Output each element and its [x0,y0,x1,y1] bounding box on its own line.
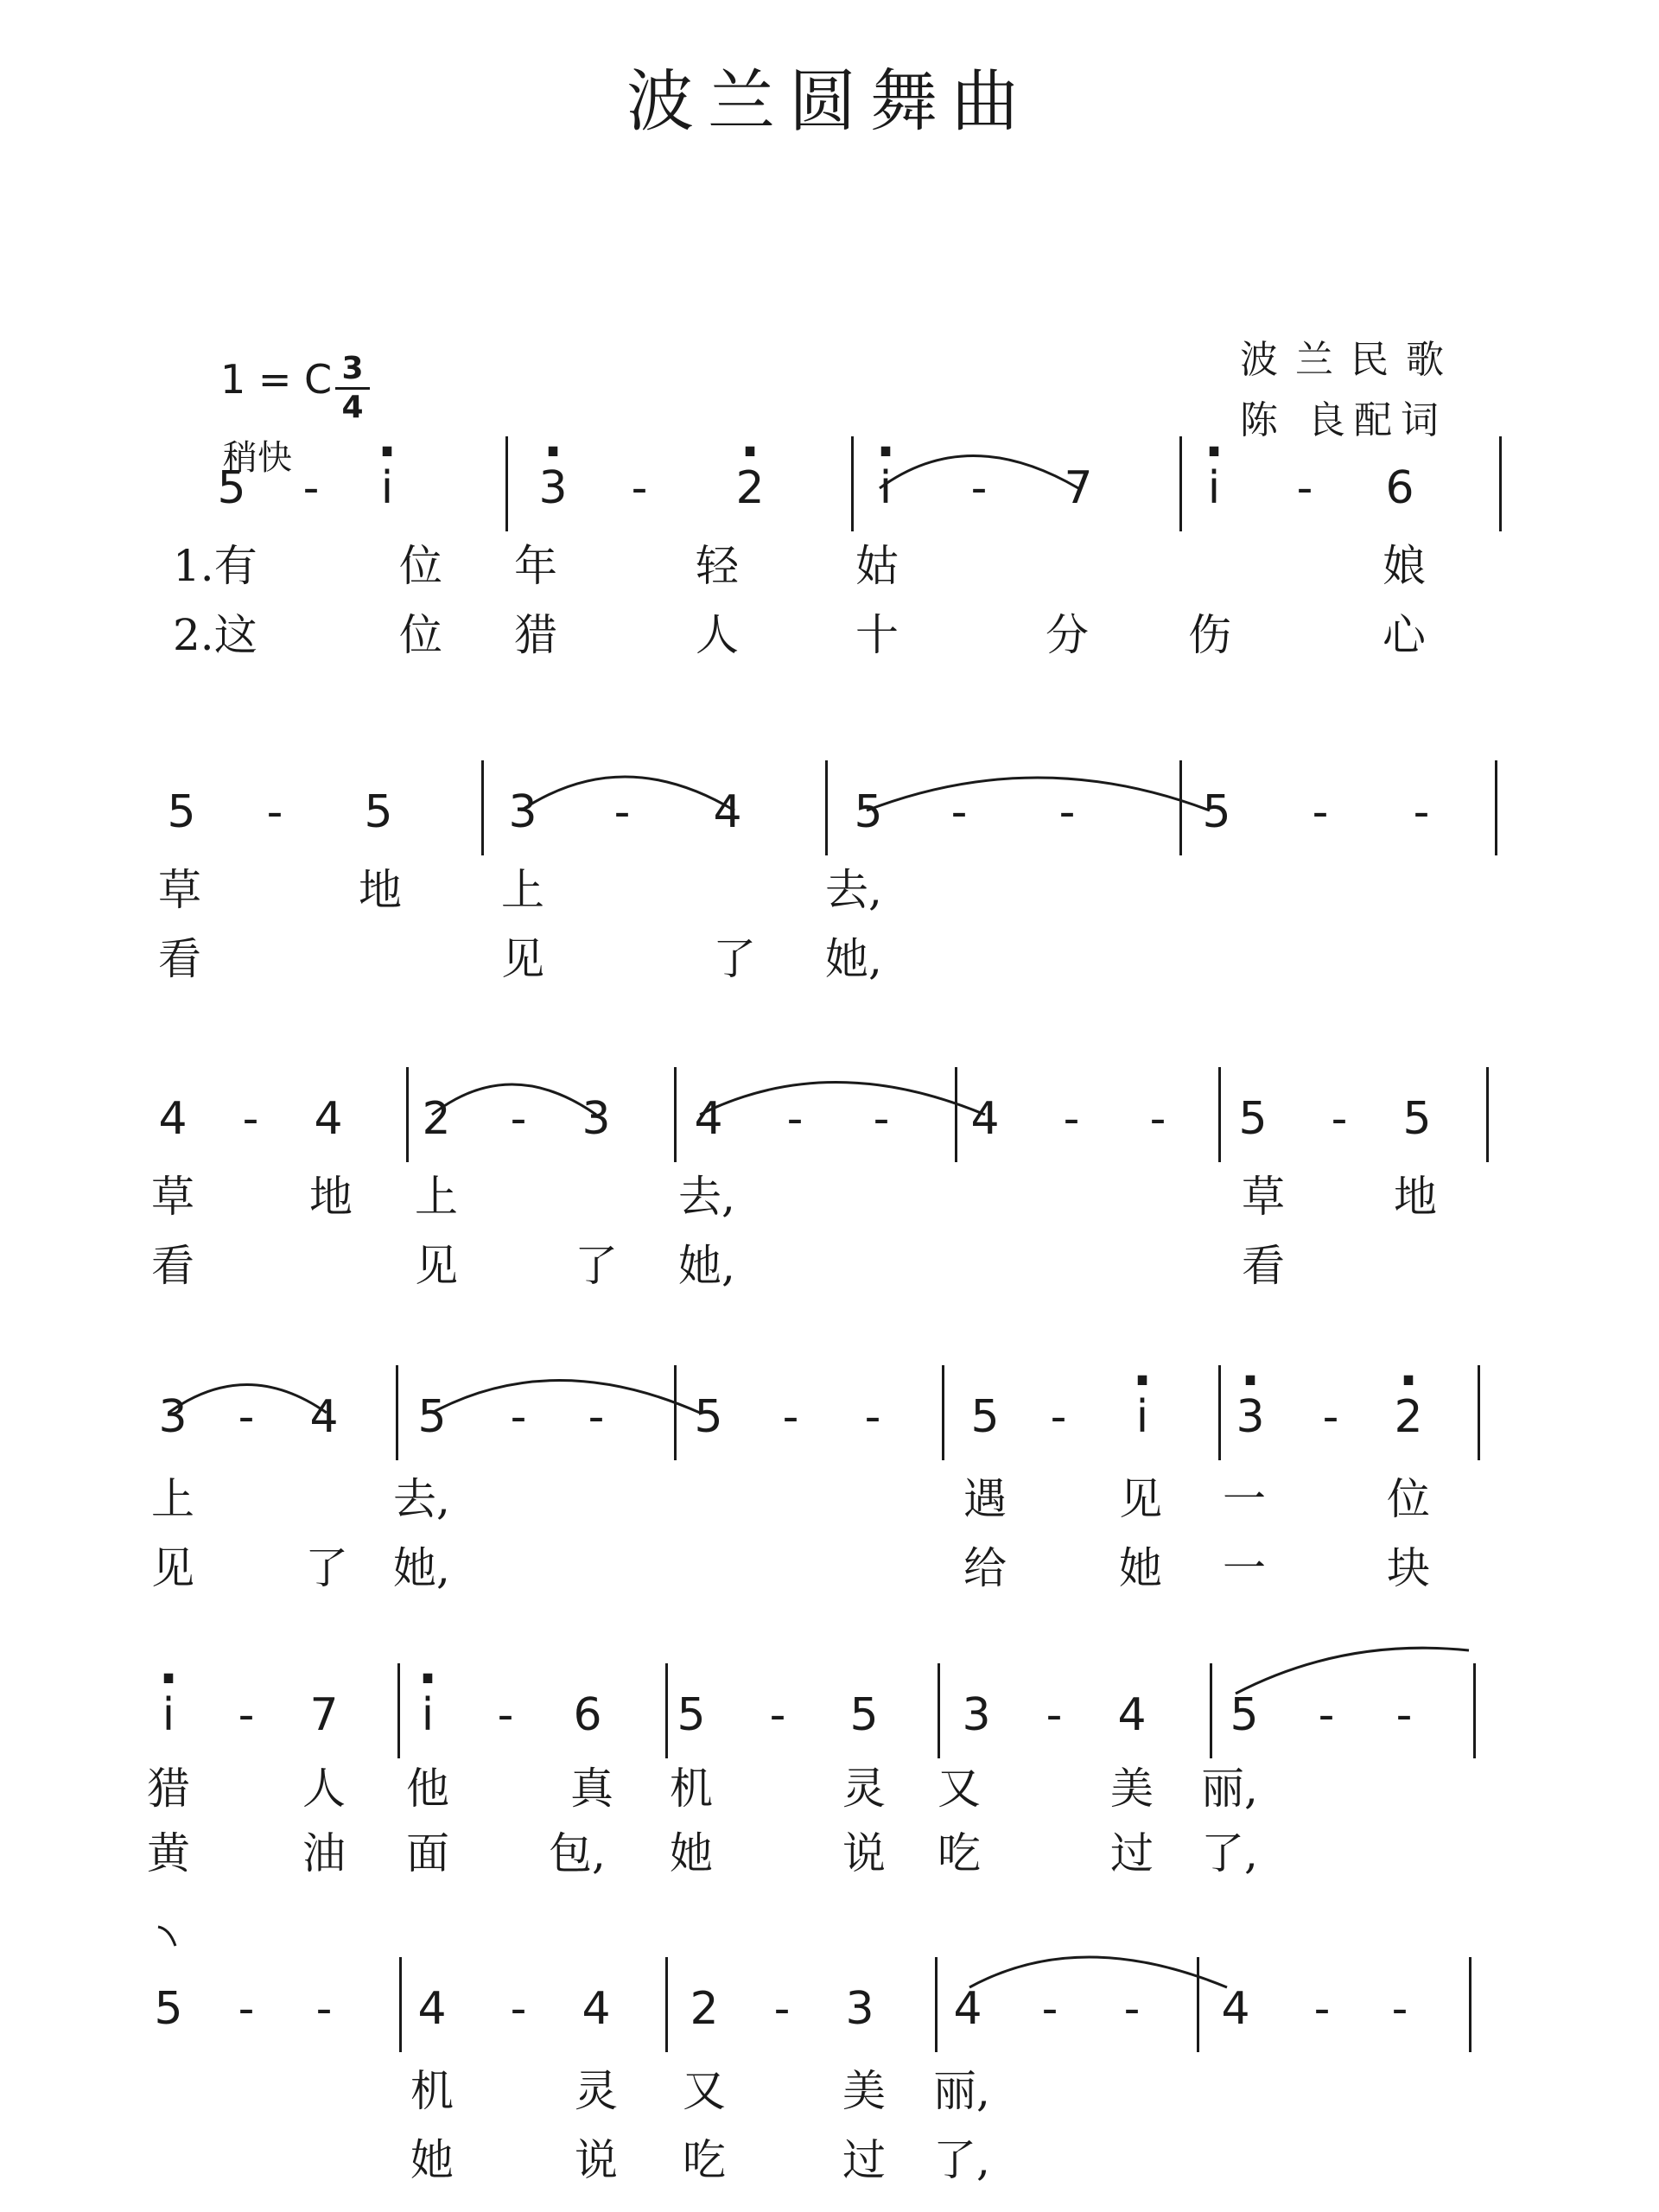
note-dash: - [631,462,648,514]
lyric-verse1: 轻 [696,541,739,591]
slur [969,1957,1227,1987]
lyric-verse1: 遇 [963,1474,1007,1524]
note: 3 [158,1391,188,1443]
note: 5 [154,1983,183,2035]
note: 5 [849,1689,879,1741]
time-signature-lower: 4 [341,390,364,425]
lyric-verse2: 给 [963,1543,1007,1593]
time-signature-upper: 3 [341,351,364,386]
note-dash: - [1050,1391,1067,1443]
note-dash: - [613,786,631,838]
note-dash: - [238,1689,255,1741]
lyric-verse2: 吃 [683,2135,726,2185]
barline [481,760,484,855]
lyric-verse2: 块 [1387,1543,1430,1593]
note: 5 [694,1391,723,1443]
barline [406,1067,409,1162]
note-dash: - [1123,1983,1141,2035]
lyric-verse2: 她, [678,1241,735,1291]
note: 3 [582,1093,611,1145]
note: 5 [1402,1093,1432,1145]
note: · 3 [1220,1391,1281,1443]
note: 7 [1064,462,1093,514]
note: · i [1184,462,1244,514]
lyric-verse2: 猎 [514,610,557,660]
barline [665,1663,668,1758]
lyric-verse2: 她 [670,1828,713,1878]
lyric-verse2: 位 [399,610,442,660]
note-dash: - [773,1983,791,2035]
lyric-verse1: 他 [406,1764,449,1814]
note: 4 [309,1391,339,1443]
note: · i [397,1689,458,1741]
lyric-verse2: 油 [302,1828,346,1878]
lyric-verse2: 分 [1046,610,1089,660]
lyric-verse2: 人 [696,610,739,660]
note-dash: - [1413,786,1430,838]
lyric-verse2: 心 [1382,610,1426,660]
note-dash: - [497,1689,514,1741]
lyric-verse1: 1.有 [173,541,257,591]
lyric-verse1: 姑 [855,541,899,591]
barline [1486,1067,1489,1162]
note: 5 [417,1391,447,1443]
lyric-verse1: 地 [359,865,402,915]
barline [942,1365,944,1460]
note: · i [357,462,417,514]
note: · i [138,1689,199,1741]
lyric-verse1: 美 [842,2066,886,2116]
slur [158,1927,175,1946]
barline [1179,436,1182,531]
lyric-verse2: 一 [1223,1543,1266,1593]
lyric-verse2: 她 [1119,1543,1162,1593]
note-dash: - [782,1391,799,1443]
lyric-verse2: 见 [501,934,544,984]
lyric-verse1: 位 [1387,1474,1430,1524]
lyric-verse1: 去, [825,865,882,915]
note: 5 [854,786,883,838]
note-dash: - [238,1983,255,2035]
note-dash: - [1318,1689,1335,1741]
lyric-verse2: 包, [549,1828,606,1878]
lyric-verse2: 了 [575,1241,618,1291]
note: 5 [677,1689,706,1741]
note: 5 [970,1391,1000,1443]
lyric-verse1: 机 [410,2066,454,2116]
barline [825,760,828,855]
note: 4 [417,1983,447,2035]
note: 4 [713,786,742,838]
lyric-verse1: 见 [1119,1474,1162,1524]
note-dash: - [873,1093,890,1145]
note-dash: - [510,1983,527,2035]
note: 4 [158,1093,188,1145]
lyric-verse1: 上 [151,1474,194,1524]
lyric-verse2: 面 [406,1828,449,1878]
barline [665,1957,668,2052]
lyric-verse2: 了, [933,2135,990,2185]
note: 4 [314,1093,343,1145]
note-dash: - [302,462,320,514]
note: 5 [167,786,196,838]
barline [1218,1067,1221,1162]
barline [396,1365,398,1460]
note: 3 [962,1689,991,1741]
lyric-verse2: 2.这 [173,610,257,660]
note: 4 [970,1093,1000,1145]
note-dash: - [1391,1983,1408,2035]
lyric-verse1: 娘 [1382,541,1426,591]
barline [1478,1365,1480,1460]
lyric-verse2: 十 [855,610,899,660]
barline [674,1067,677,1162]
slur [700,1083,985,1116]
lyric-verse2: 说 [842,1828,886,1878]
note-dash: - [1313,1983,1331,2035]
note-dash: - [1063,1093,1080,1145]
barline [505,436,508,531]
note-dash: - [1331,1093,1348,1145]
lyric-verse1: 去, [393,1474,450,1524]
note: 4 [1221,1983,1250,2035]
barline [1473,1663,1476,1758]
barline [1197,1957,1199,2052]
lyric-verse1: 地 [309,1172,353,1222]
lyric-verse1: 去, [678,1172,735,1222]
barline [397,1663,400,1758]
note: 5 [364,786,393,838]
lyric-verse2: 看 [151,1241,194,1291]
note: 3 [508,786,537,838]
note-dash: - [1395,1689,1413,1741]
lyric-verse1: 上 [415,1172,458,1222]
note-dash: - [1312,786,1329,838]
note-dash: - [238,1391,255,1443]
lyric-verse1: 人 [302,1764,346,1814]
lyric-verse1: 丽, [933,2066,990,2116]
note: 2 [422,1093,451,1145]
lyric-verse2: 看 [158,934,201,984]
lyricist-credit: 陈 良配词 [1240,398,1447,442]
lyric-verse2: 了, [1201,1828,1258,1878]
lyric-verse1: 机 [670,1764,713,1814]
lyric-verse2: 见 [415,1241,458,1291]
barline [1218,1365,1221,1460]
barline [938,1663,940,1758]
lyric-verse1: 位 [399,541,442,591]
slur [1236,1648,1469,1694]
note-dash: - [1296,462,1313,514]
barline [1499,436,1502,531]
song-origin: 波兰民歌 [1240,338,1461,382]
barline [399,1957,402,2052]
lyric-verse2: 她, [825,934,882,984]
lyric-verse1: 美 [1110,1764,1154,1814]
lyric-verse1: 年 [514,541,557,591]
lyric-verse2: 见 [151,1543,194,1593]
barline [851,436,854,531]
barline [1210,1663,1212,1758]
note-dash: - [588,1391,605,1443]
note: 5 [217,462,246,514]
lyric-verse2: 伤 [1188,610,1231,660]
note: 6 [573,1689,602,1741]
lyric-verse1: 真 [570,1764,613,1814]
note-dash: - [1149,1093,1166,1145]
barline [674,1365,677,1460]
note-dash: - [510,1391,527,1443]
lyric-verse1: 又 [938,1764,981,1814]
lyric-verse1: 又 [683,2066,726,2116]
note-dash: - [864,1391,881,1443]
lyric-verse2: 了 [305,1543,348,1593]
note: 4 [1117,1689,1147,1741]
note: 5 [1230,1689,1259,1741]
note: · 3 [523,462,583,514]
note: · 2 [720,462,780,514]
lyric-verse2: 吃 [938,1828,981,1878]
note: · i [855,462,916,514]
note: · 2 [1378,1391,1439,1443]
note-dash: - [315,1983,333,2035]
note-dash: - [510,1093,527,1145]
barline [935,1957,938,2052]
lyric-verse1: 草 [1242,1172,1285,1222]
song-title: 波兰圆舞曲 [626,63,1033,141]
lyric-verse1: 丽, [1201,1764,1258,1814]
note-dash: - [970,462,988,514]
lyric-verse2: 了 [713,934,756,984]
lyric-verse2: 过 [1110,1828,1154,1878]
barline [1495,760,1497,855]
lyric-verse2: 黄 [147,1828,190,1878]
lyric-verse2: 看 [1242,1241,1285,1291]
note-dash: - [1046,1689,1063,1741]
lyric-verse1: 地 [1394,1172,1437,1222]
note: 7 [309,1689,339,1741]
note-dash: - [1058,786,1076,838]
lyric-verse2: 她, [393,1543,450,1593]
lyric-verse1: 上 [501,865,544,915]
tempo-marking: 稍快 [223,438,292,478]
lyric-verse1: 草 [151,1172,194,1222]
note-dash: - [1322,1391,1339,1443]
note: 3 [845,1983,874,2035]
note: 2 [690,1983,719,2035]
lyric-verse1: 一 [1223,1474,1266,1524]
lyric-verse1: 灵 [575,2066,618,2116]
note: 5 [1238,1093,1268,1145]
note: · i [1112,1391,1173,1443]
lyric-verse2: 说 [575,2135,618,2185]
note-dash: - [950,786,968,838]
note-dash: - [1041,1983,1058,2035]
note-dash: - [242,1093,259,1145]
note-dash: - [266,786,283,838]
note: 5 [1202,786,1231,838]
barline [1179,760,1182,855]
barline [955,1067,957,1162]
lyric-verse2: 她 [410,2135,454,2185]
lyric-verse1: 草 [158,865,201,915]
barline [1469,1957,1471,2052]
key-signature: 1 = C [220,356,333,403]
note: 4 [582,1983,611,2035]
note: 4 [694,1093,723,1145]
note-dash: - [769,1689,786,1741]
lyric-verse2: 过 [842,2135,886,2185]
note-dash: - [786,1093,804,1145]
note: 4 [953,1983,982,2035]
time-signature [335,353,370,424]
lyric-verse1: 灵 [842,1764,886,1814]
lyric-verse1: 猎 [147,1764,190,1814]
note: 6 [1385,462,1414,514]
